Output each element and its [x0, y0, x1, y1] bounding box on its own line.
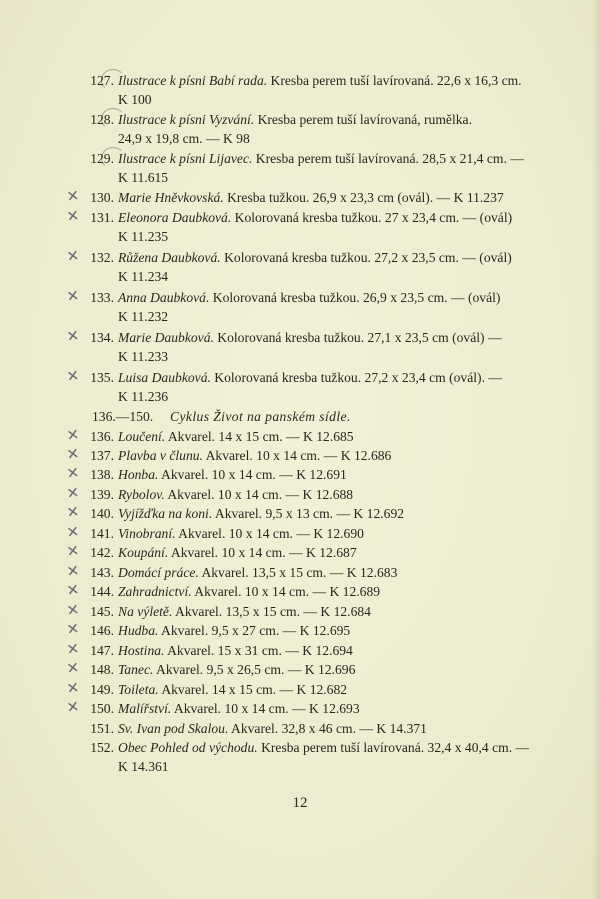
pencil-cross-mark: ✕: [65, 697, 81, 717]
entry-title: Vyjížďka na koni.: [118, 506, 213, 521]
pencil-cross-mark: ✕: [65, 246, 81, 266]
entry-title: Malířství.: [118, 701, 172, 716]
entry-continuation: K 11.236: [118, 389, 169, 404]
entry-number: 134.: [90, 330, 114, 345]
entry-text: [118, 719, 538, 738]
entry-number: 151.: [90, 721, 114, 736]
pencil-cross-mark: ✕: [65, 619, 81, 639]
entry-title: Rybolov.: [118, 487, 165, 502]
entry-title: Vinobraní.: [118, 526, 176, 541]
entry-text: [118, 71, 538, 109]
entry-text: [118, 543, 538, 562]
entry-details: Akvarel. 10 x 14 cm. — K 12.688: [164, 487, 354, 502]
entry-number: 130.: [90, 190, 114, 205]
entry-title: Domácí práce.: [118, 565, 199, 580]
entry-title: Luisa Daubková.: [118, 370, 211, 385]
entry-details: Akvarel. 14 x 15 cm. — K 12.685: [165, 429, 354, 444]
entry-title: Obec Pohled od východu.: [118, 740, 258, 755]
page-fold-shadow: [592, 0, 600, 899]
entry-details: Kolorovaná kresba tužkou. 27,2 x 23,4 cm (ovál). —: [210, 370, 502, 385]
entry-number: 138.: [90, 467, 114, 482]
entry-number: 133.: [90, 290, 114, 305]
entry-text: [118, 699, 538, 718]
entry-details: Akvarel. 10 x 14 cm. — K 12.687: [168, 545, 357, 560]
pencil-cross-mark: ✕: [65, 444, 81, 464]
entry-number: 146.: [90, 623, 114, 638]
entry-continuation: K 11.235: [118, 229, 169, 244]
entry-details: Kolorovaná kresba tužkou. 27 x 23,4 cm. — (ovál): [231, 210, 513, 225]
entry-text: [118, 738, 538, 776]
entry-number: 139.: [90, 487, 114, 502]
entry-number: 145.: [90, 604, 114, 619]
entry-title: Ilustrace k písni Vyzvání.: [118, 112, 255, 127]
pencil-cross-mark: ✕: [65, 286, 81, 306]
pencil-cross-mark: ✕: [65, 561, 81, 581]
entry-continuation: K 11.234: [118, 269, 169, 284]
pencil-cross-mark: ✕: [65, 522, 81, 542]
entry-title: Zahradnictví.: [118, 584, 192, 599]
entry-details: Kolorovaná kresba tužkou. 26,9 x 23,5 cm. — (ovál): [209, 290, 501, 305]
entry-text: [118, 563, 538, 582]
entry-details: Akvarel. 32,8 x 46 cm. — K 14.371: [228, 721, 427, 736]
pencil-cross-mark: ✕: [65, 206, 81, 226]
entry-text: [118, 208, 538, 246]
entry-details: Akvarel. 10 x 14 cm. — K 12.689: [191, 584, 381, 599]
entry-number: 143.: [90, 565, 114, 580]
entry-title: Marie Hněvkovská.: [118, 190, 224, 205]
entry-number: 142.: [90, 545, 114, 560]
pencil-cross-mark: ✕: [65, 326, 81, 346]
entry-title: Hudba.: [118, 623, 159, 638]
entry-title: Koupání.: [118, 545, 169, 560]
entry-title: Plavba v člunu.: [118, 448, 203, 463]
entry-text: [118, 248, 538, 286]
entry-details: Kolorovaná kresba tužkou. 27,1 x 23,5 cm (ovál) —: [213, 330, 502, 345]
entry-continuation: K 11.615: [118, 170, 169, 185]
entry-details: Akvarel. 13,5 x 15 cm. — K 12.684: [172, 604, 371, 619]
entry-number: 132.: [90, 250, 114, 265]
pencil-cross-mark: ✕: [65, 186, 81, 206]
pencil-cross-mark: ✕: [65, 366, 81, 386]
pencil-cross-mark: ✕: [65, 658, 81, 678]
entry-title: Honba.: [118, 467, 159, 482]
entry-details: Kresba perem tuší lavírovaná. 32,4 x 40,4 cm. —: [257, 740, 530, 755]
entry-text: [118, 582, 538, 601]
entry-details: Kresba tužkou. 26,9 x 23,3 cm (ovál). — K 11.237: [223, 190, 504, 205]
entry-title: Marie Daubková.: [118, 330, 214, 345]
pencil-cross-mark: ✕: [65, 463, 81, 483]
entry-details: Akvarel. 10 x 14 cm. — K 12.686: [202, 448, 392, 463]
entry-title: Hostina.: [118, 643, 165, 658]
entry-title: Sv. Ivan pod Skalou.: [118, 721, 229, 736]
entry-text: [118, 504, 538, 523]
entry-continuation: K 100: [118, 92, 152, 107]
pencil-cross-mark: ✕: [65, 600, 81, 620]
entry-details: Akvarel. 15 x 31 cm. — K 12.694: [164, 643, 353, 658]
entry-number: 128.: [90, 112, 114, 127]
entry-title: Loučení.: [118, 429, 166, 444]
entry-continuation: 24,9 x 19,8 cm. — K 98: [118, 131, 250, 146]
entry-details: Kresba perem tuší lavírovaná. 22,6 x 16,3 cm.: [267, 73, 522, 88]
entry-title: Růžena Daubková.: [118, 250, 221, 265]
entry-text: [118, 188, 538, 207]
entry-details: Akvarel. 10 x 14 cm. — K 12.693: [171, 701, 360, 716]
entry-continuation: K 11.232: [118, 309, 169, 324]
entry-number: 136.: [90, 429, 114, 444]
entry-title: Anna Daubková.: [118, 290, 210, 305]
page-number: 12: [292, 795, 308, 811]
entry-text: [118, 368, 538, 406]
entry-text: [118, 328, 538, 366]
entry-number: 137.: [90, 448, 114, 463]
entry-details: Akvarel. 9,5 x 27 cm. — K 12.695: [158, 623, 351, 638]
entry-number: 127.: [90, 73, 114, 88]
entry-title: Ilustrace k písni Lijavec.: [118, 151, 253, 166]
entry-text: [118, 149, 538, 187]
entry-continuation: K 14.361: [118, 759, 169, 774]
entry-details: Akvarel. 9,5 x 13 cm. — K 12.692: [212, 506, 405, 521]
group-title: Cyklus Život na panském sídle.: [170, 409, 351, 424]
entry-details: Akvarel. 14 x 15 cm. — K 12.682: [158, 682, 348, 697]
entry-number: 131.: [90, 210, 114, 225]
pencil-cross-mark: ✕: [65, 639, 81, 659]
entry-number: 141.: [90, 526, 114, 541]
group-range: 136.—150.: [92, 409, 154, 424]
entry-number: 147.: [90, 643, 114, 658]
entry-details: Akvarel. 10 x 14 cm. — K 12.690: [175, 526, 364, 541]
entry-details: Kresba perem tuší lavírovaná, rumělka.: [254, 112, 472, 127]
entry-text: [118, 446, 538, 465]
entry-text: [118, 621, 538, 640]
entry-details: Akvarel. 13,5 x 15 cm. — K 12.683: [198, 565, 398, 580]
entry-number: 150.: [90, 701, 114, 716]
pencil-cross-mark: ✕: [65, 541, 81, 561]
entry-continuation: K 11.233: [118, 349, 169, 364]
entry-text: [118, 485, 538, 504]
entry-text: [118, 288, 538, 326]
entry-details: Akvarel. 10 x 14 cm. — K 12.691: [158, 467, 347, 482]
entry-text: [118, 602, 538, 621]
entry-text: [118, 110, 538, 148]
entry-text: [118, 427, 538, 446]
entry-number: 152.: [90, 740, 114, 755]
entry-number: 140.: [90, 506, 114, 521]
entry-number: 148.: [90, 662, 114, 677]
entry-number: 149.: [90, 682, 114, 697]
pencil-cross-mark: ✕: [65, 502, 81, 522]
entry-details: Kresba perem tuší lavírovaná. 28,5 x 21,4 cm. —: [252, 151, 524, 166]
entry-text: [118, 680, 538, 699]
entry-title: Ilustrace k písni Babí rada.: [118, 73, 268, 88]
entry-title: Tanec.: [118, 662, 154, 677]
entry-text: [118, 465, 538, 484]
entry-title: Na výletě.: [118, 604, 173, 619]
entry-number: 135.: [90, 370, 114, 385]
pencil-cross-mark: ✕: [65, 425, 81, 445]
entry-details: Akvarel. 9,5 x 26,5 cm. — K 12.696: [153, 662, 356, 677]
pencil-cross-mark: ✕: [65, 580, 81, 600]
entry-text: [118, 524, 538, 543]
entry-number: 144.: [90, 584, 114, 599]
pencil-cross-mark: ✕: [65, 678, 81, 698]
entry-details: Kolorovaná kresba tužkou. 27,2 x 23,5 cm. — (ovál): [220, 250, 512, 265]
entry-title: Toileta.: [118, 682, 159, 697]
entry-number: 129.: [90, 151, 114, 166]
entry-title: Eleonora Daubková.: [118, 210, 232, 225]
entry-text: [118, 660, 538, 679]
pencil-cross-mark: ✕: [65, 483, 81, 503]
entry-text: [118, 641, 538, 660]
